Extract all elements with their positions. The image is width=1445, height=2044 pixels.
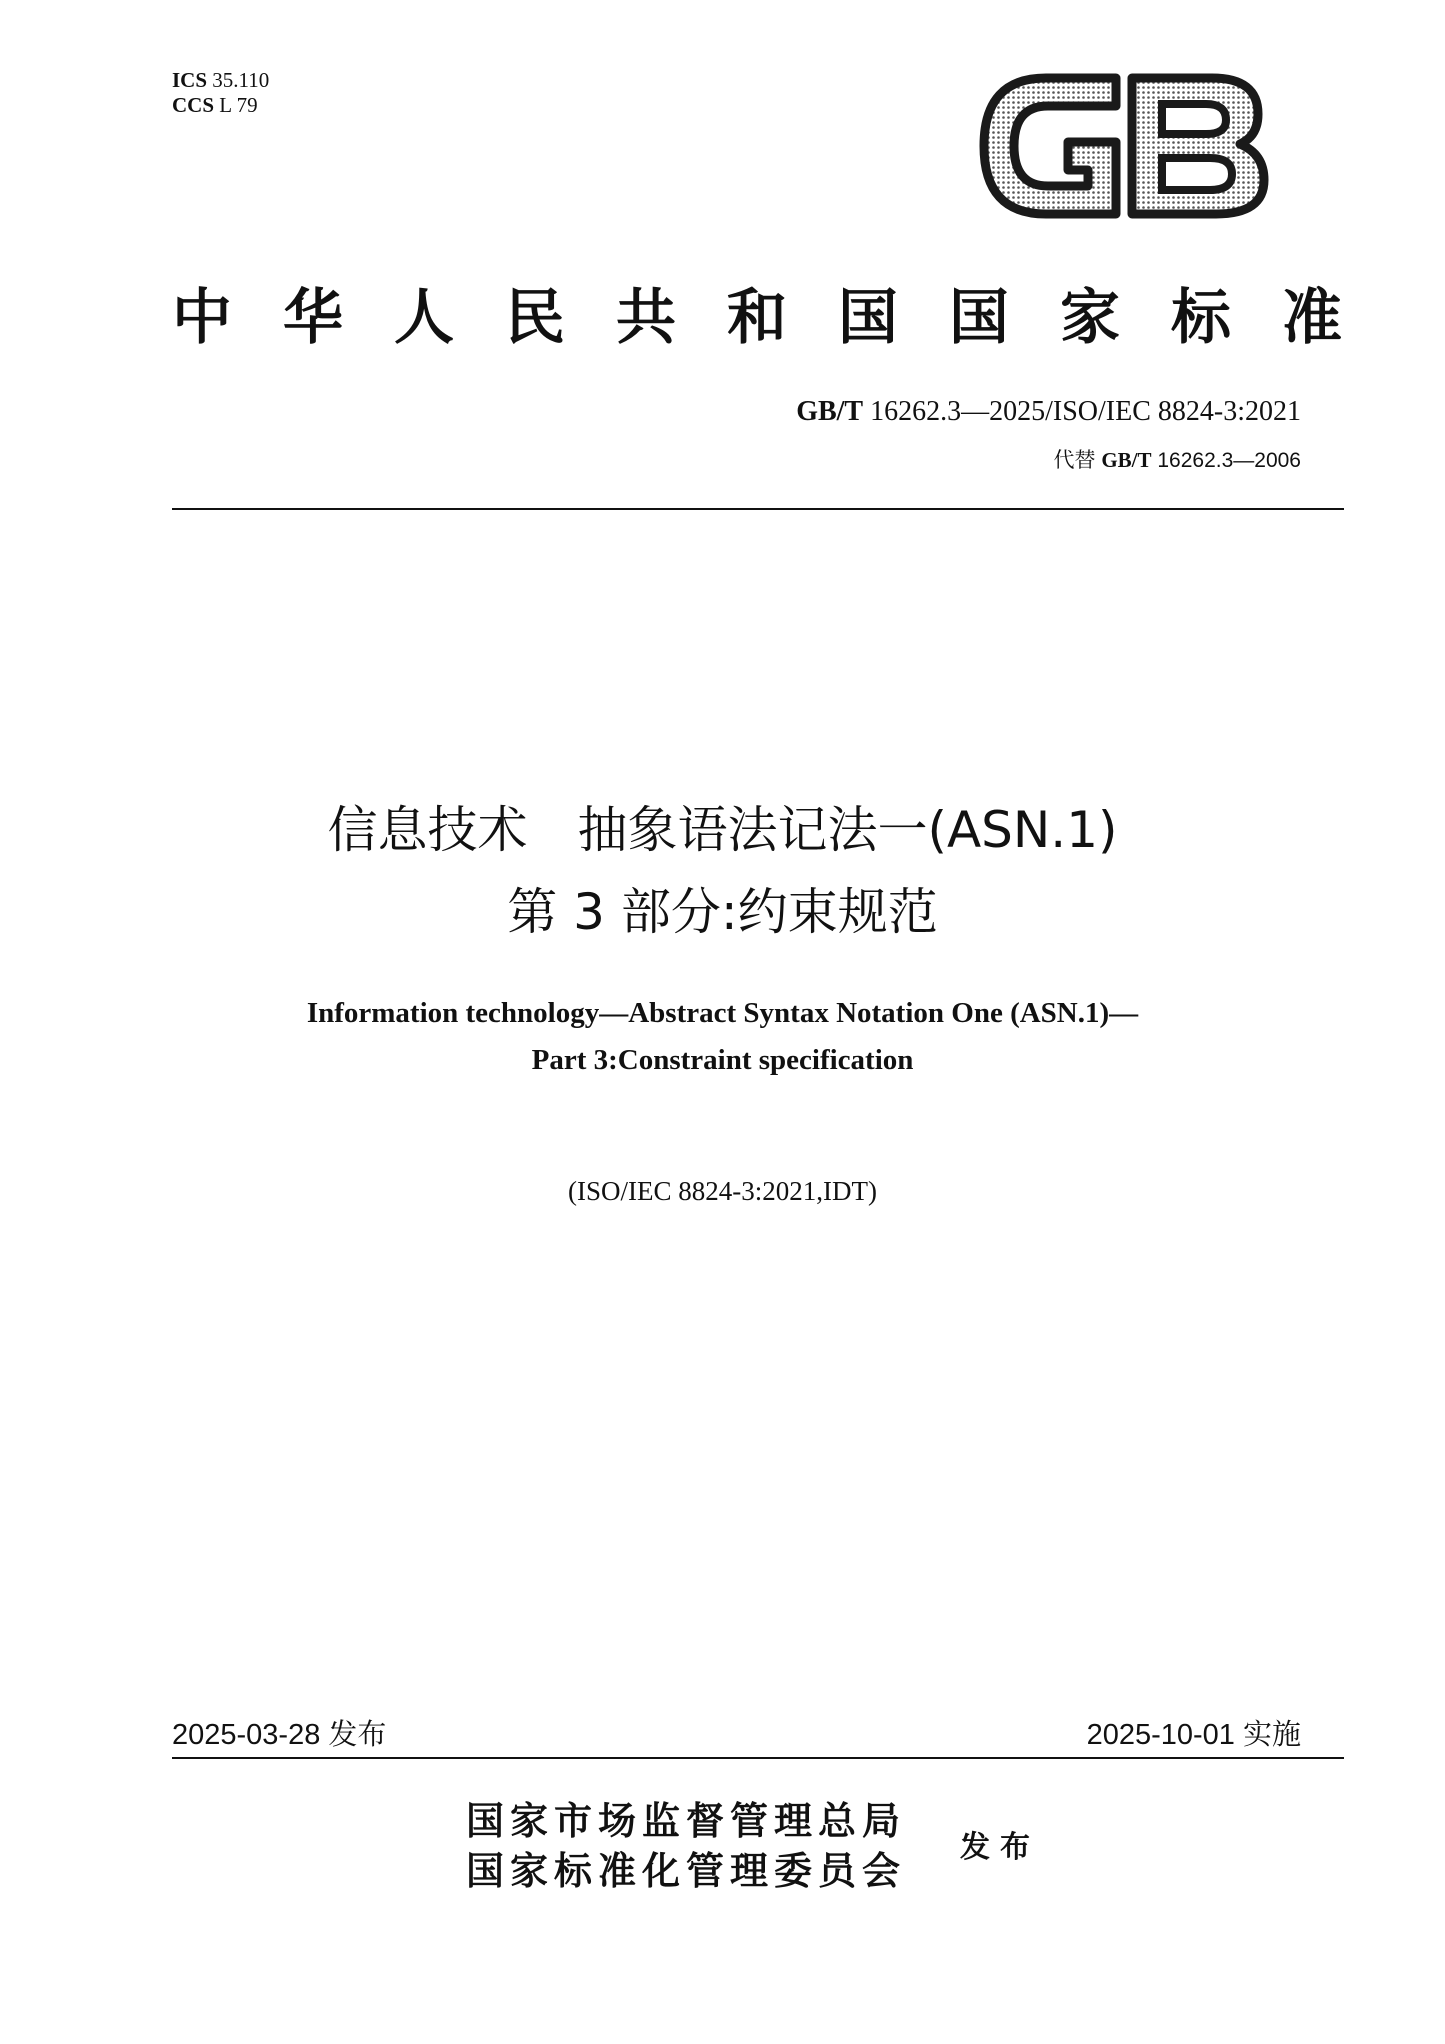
issuer-sac: 国家标准化管理委员会 (466, 1849, 907, 1893)
standard-prefix: GB/T (796, 396, 864, 427)
classification-codes (172, 68, 269, 118)
ics-code: 35.110 (212, 68, 270, 92)
ccs-line (172, 93, 269, 118)
implementation-date: 2025-10-01 实施 (1086, 1719, 1301, 1751)
header-divider (172, 508, 1344, 510)
adoption-note: (ISO/IEC 8824-3:2021,IDT) (568, 1176, 877, 1206)
ics-line (172, 68, 269, 93)
replaces-code: 16262.3—2006 (1157, 449, 1301, 472)
ccs-label: CCS (172, 93, 215, 117)
issuer-samr: 国家市场监督管理总局 (466, 1799, 907, 1843)
gb-logo-icon (976, 70, 1272, 222)
standard-number (796, 396, 1301, 428)
title-en-line1: Information technology—Abstract Syntax Notation One (ASN.1)— (306, 997, 1139, 1029)
replaces-prefix: GB/T (1101, 448, 1152, 472)
ics-label: ICS (172, 68, 208, 92)
issuing-organizations (466, 1796, 906, 1896)
title-cn-line1: 信息技术 抽象语法记法一(ASN.1) (327, 801, 1118, 859)
ccs-code: L 79 (219, 93, 258, 117)
publish-label: 发布 (960, 1830, 1040, 1865)
footer-divider (172, 1757, 1344, 1759)
national-standard-title: 中华人民共和国国家标准 (172, 283, 1344, 353)
title-en-line2: Part 3:Constraint specification (531, 1044, 914, 1076)
replaces-note (1053, 444, 1301, 474)
standard-code: 16262.3—2025/ISO/IEC 8824-3:2021 (870, 396, 1301, 427)
issue-date: 2025-03-28 发布 (172, 1719, 387, 1751)
title-cn-line2: 第 3 部分:约束规范 (507, 883, 938, 941)
replaces-label: 代替 (1053, 449, 1096, 472)
